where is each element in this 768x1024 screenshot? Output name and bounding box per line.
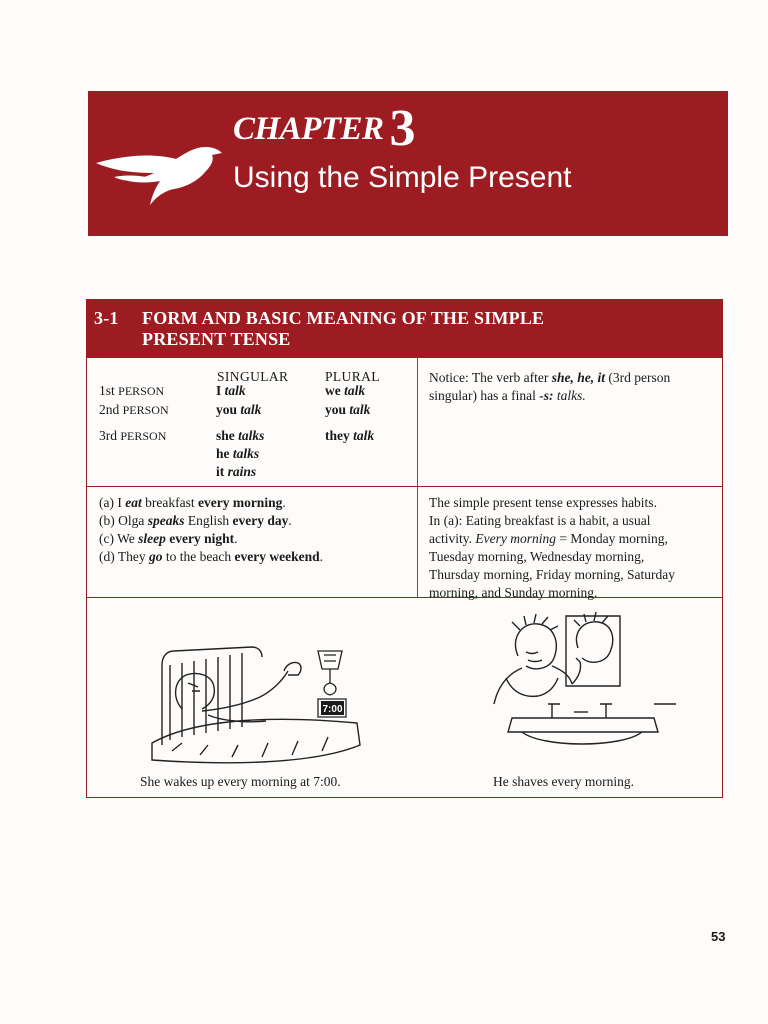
subject: he xyxy=(216,446,230,461)
person-number: 1st xyxy=(99,383,115,398)
explanation-line2: In (a): Eating breakfast is a habit, a usual xyxy=(429,513,651,528)
grammar-section xyxy=(86,299,723,798)
explanation-text xyxy=(429,494,719,602)
col-header-plural: PLURAL xyxy=(325,369,380,384)
man-shaving-illustration xyxy=(482,608,682,758)
section-number: 3-1 xyxy=(94,308,119,328)
column-divider xyxy=(417,358,418,597)
example-subject: I xyxy=(117,495,122,510)
faucet-left xyxy=(548,704,560,718)
verb: talk xyxy=(224,383,246,398)
example-verb: go xyxy=(149,549,163,564)
singular-2nd xyxy=(216,401,261,419)
person-number: 3rd xyxy=(99,428,117,443)
sink xyxy=(508,718,658,732)
notice-mid: (3rd person singular) has a final xyxy=(429,370,671,403)
example-time: every morning xyxy=(197,495,283,510)
subject: it xyxy=(216,464,225,479)
singular-1st xyxy=(216,382,246,400)
col-header-singular: SINGULAR xyxy=(217,369,289,384)
right-illustration-caption: He shaves every morning. xyxy=(493,774,634,789)
explanation-line6: morning, and Sunday morning. xyxy=(429,585,598,600)
section-title-line1: FORM AND BASIC MEANING OF THE SIMPLE xyxy=(142,308,545,328)
example-verb: speaks xyxy=(147,513,185,528)
example-b xyxy=(99,512,414,530)
verb: talk xyxy=(349,402,371,417)
subject: she xyxy=(216,428,235,443)
explanation-line3-italic: Every morning xyxy=(475,531,556,546)
verb: talk xyxy=(344,383,366,398)
subject: you xyxy=(325,402,347,417)
person-number: 2nd xyxy=(99,402,120,417)
plural-1st xyxy=(325,382,365,400)
explanation-line5: Thursday morning, Friday morning, Saturday xyxy=(429,567,675,582)
bed-blanket xyxy=(152,719,360,762)
singular-3rd-he xyxy=(216,445,259,463)
examples-list xyxy=(99,494,414,566)
example-label: (a) xyxy=(99,495,114,510)
chapter-number: 3 xyxy=(389,100,416,157)
verb: talk xyxy=(240,402,262,417)
notice-suffix: -s: xyxy=(539,388,554,403)
headboard xyxy=(162,647,262,745)
explanation-line3 xyxy=(429,530,719,548)
lamp-base xyxy=(324,669,336,695)
example-verb: eat xyxy=(125,495,142,510)
person-word: PERSON xyxy=(122,403,169,417)
example-label: (d) xyxy=(99,549,115,564)
razor-arm xyxy=(572,658,581,684)
faucet-right xyxy=(600,704,612,718)
example-subject: Olga xyxy=(118,513,145,528)
subject: you xyxy=(216,402,238,417)
woman-waking-illustration xyxy=(142,625,422,765)
explanation-line1: The simple present tense expresses habits. xyxy=(429,495,657,510)
person-word: PERSON xyxy=(120,429,167,443)
row-divider-1 xyxy=(87,486,722,487)
example-object: to the beach xyxy=(165,549,232,564)
example-d xyxy=(99,548,414,566)
subject: I xyxy=(216,383,222,398)
chapter-title: Using the Simple Present xyxy=(233,161,572,194)
explanation-line4: Tuesday morning, Wednesday morning, xyxy=(429,549,645,564)
person-word: PERSON xyxy=(118,384,165,398)
example-subject: They xyxy=(117,549,146,564)
singular-3rd-it xyxy=(216,463,256,481)
section-header xyxy=(87,300,722,358)
verb: talks xyxy=(238,428,265,443)
plural-2nd xyxy=(325,401,370,419)
swallow-icon xyxy=(94,125,224,205)
reflection-head xyxy=(576,622,612,662)
verb: talk xyxy=(353,428,375,443)
subject: we xyxy=(325,383,341,398)
example-time: every day xyxy=(232,513,289,528)
row-2nd-person xyxy=(99,401,169,419)
chapter-label-text: CHAPTER xyxy=(233,111,384,147)
example-period: . xyxy=(319,549,323,564)
notice-example: talks. xyxy=(553,388,586,403)
clock-time: 7:00 xyxy=(322,704,343,715)
example-period: . xyxy=(288,513,292,528)
example-period: . xyxy=(234,531,238,546)
row-3rd-person xyxy=(99,427,166,445)
notice-pronouns: she, he, it xyxy=(551,370,605,385)
verb: talks xyxy=(232,446,260,461)
explanation-line3-post: = Monday morning, xyxy=(555,531,668,546)
lamp-shade xyxy=(318,651,342,669)
example-object: English xyxy=(187,513,230,528)
left-illustration-caption: She wakes up every morning at 7:00. xyxy=(140,774,341,789)
subject: they xyxy=(325,428,350,443)
example-object: breakfast xyxy=(145,495,195,510)
explanation-line3-pre: activity. xyxy=(429,531,476,546)
chapter-label xyxy=(233,99,415,158)
singular-3rd xyxy=(216,427,264,445)
example-label: (b) xyxy=(99,513,115,528)
example-c xyxy=(99,530,414,548)
chapter-banner xyxy=(88,91,728,236)
notice-pre: Notice: The verb after xyxy=(429,370,552,385)
plural-3rd xyxy=(325,427,374,445)
notice-text xyxy=(429,369,714,405)
mirror xyxy=(566,616,620,686)
section-title xyxy=(142,308,662,350)
section-title-line2: PRESENT TENSE xyxy=(142,329,291,349)
example-time: every weekend xyxy=(234,549,320,564)
example-period: . xyxy=(282,495,286,510)
example-a xyxy=(99,494,414,512)
row-1st-person xyxy=(99,382,164,400)
example-verb: sleep xyxy=(138,531,166,546)
example-label: (c) xyxy=(99,531,114,546)
example-subject: We xyxy=(117,531,135,546)
verb: rains xyxy=(227,464,257,479)
page-number: 53 xyxy=(711,929,726,944)
example-time: every night xyxy=(169,531,235,546)
man-shoulders xyxy=(494,666,572,704)
